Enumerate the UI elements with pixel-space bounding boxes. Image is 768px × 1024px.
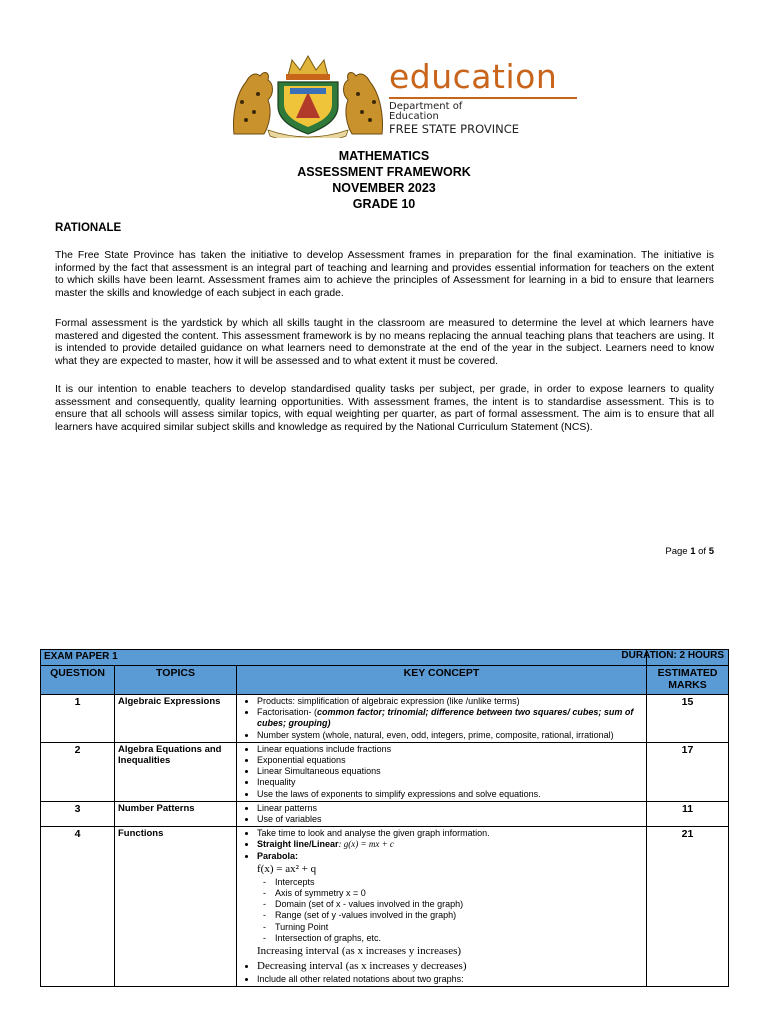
concept-subitem: - Range (set of y -values involved in the graph) — [267, 910, 643, 921]
rationale-paragraph-2: Formal assessment is the yardstick by which all skills taught in the classroom are measured to determine the level at which learners have mastered and digested the content. This assessment framework is by no means replacing the annual teaching plans that teachers are using. It is intended to provide detailed guidance on what learners need to demonstrate at the end of the year in the subject. Learners need to know what they are expected to master, how it will be assessed and to what extent it must be covered. — [55, 318, 714, 367]
rationale-heading: RATIONALE — [55, 222, 122, 234]
table-row — [41, 801, 729, 826]
concept-item: • Decreasing interval (as x increases y decreases) — [257, 959, 643, 974]
table-column-header — [41, 666, 729, 695]
concept-item: • Exponential equations — [257, 755, 643, 766]
grade-title: GRADE 10 — [352, 197, 416, 211]
concept-item: • Parabola: f(x) = ax² + q - Intercepts - Axis of symmetry x = 0 - Domain (set of x - values involved in the graph) - Range (set of y -values involved in the graph) - Turning Point - Intersection of graphs, etc. Increasing interval (as x increases y increases) — [257, 851, 643, 959]
date-title: NOVEMBER 2023 — [332, 181, 436, 195]
table-row — [41, 695, 729, 743]
topic-name: Algebraic Expressions — [115, 695, 237, 743]
col-estimated-marks: ESTIMATED MARKS — [647, 666, 729, 695]
subject-title: MATHEMATICS — [338, 149, 430, 163]
concept-subitem: - Domain (set of x - values involved in the graph) — [267, 899, 643, 910]
rationale-paragraph-1: The Free State Province has taken the initiative to develop Assessment frames in preparation for the final examination. The initiative is informed by the fact that assessment is an integral part of teaching and learning and provides essential information for teachers on the extent to which skills have been learnt. Assessment frames aim to achieve the principles of Assessment for learning in a bid to ensure that learners master the skills and knowledge of each subject in each grade. — [55, 250, 714, 299]
topic-name: Algebra Equations and Inequalities — [115, 742, 237, 801]
key-concepts — [237, 827, 647, 987]
key-concepts — [237, 695, 647, 743]
key-concepts — [237, 801, 647, 826]
document-title-block — [0, 148, 768, 212]
question-number: 3 — [41, 801, 115, 826]
province-name: FREE STATE PROVINCE — [389, 122, 520, 136]
rationale-paragraph-3: It is our intention to enable teachers to develop standardised quality tasks per subject, per grade, in order to expose learners to quality assessment and consequently, quality learning opportunities. With assessment frames, the intent is to standardise assessment. This is to ensure that all schools will assess similar topics, with equal weighting per quarter, as part of formal assessment. The aim is to ensure that all learners have acquired similar subject skills and knowledge as required by the National Curriculum Statement (NCS). — [55, 384, 714, 433]
estimated-marks: 21 — [647, 827, 729, 987]
col-topics: TOPICS — [115, 666, 237, 695]
estimated-marks: 15 — [647, 695, 729, 743]
question-number: 2 — [41, 742, 115, 801]
logo-rule — [389, 97, 577, 99]
framework-title: ASSESSMENT FRAMEWORK — [297, 165, 471, 179]
table-row — [41, 827, 729, 987]
concept-item: • Use the laws of exponents to simplify expressions and solve equations. — [257, 789, 643, 800]
duration-label: DURATION: 2 HOURS — [647, 650, 729, 666]
col-key-concept: KEY CONCEPT — [237, 666, 647, 695]
education-department-logo-text — [389, 58, 577, 136]
col-question: QUESTION — [41, 666, 115, 695]
free-state-coat-of-arms-logo — [228, 54, 388, 138]
concept-item: • Linear Simultaneous equations — [257, 766, 643, 777]
table-row — [41, 742, 729, 801]
concept-item: • Include all other related notations about two graphs: — [257, 974, 643, 985]
concept-item: • Products: simplification of algebraic expression (like /unlike terms) — [257, 696, 643, 707]
concept-item: • Number system (whole, natural, even, odd, integers, prime, composite, rational, irrational) — [257, 730, 643, 741]
department-line-1: Department of — [389, 101, 463, 112]
logo-word: education — [389, 57, 558, 96]
concept-item: • Linear patterns — [257, 803, 643, 814]
department-line-2: Education — [389, 111, 439, 122]
table-paper-header — [41, 650, 729, 666]
key-concepts — [237, 742, 647, 801]
concept-item: • Linear equations include fractions — [257, 744, 643, 755]
concept-subitem: - Intersection of graphs, etc. — [267, 933, 643, 944]
question-number: 1 — [41, 695, 115, 743]
exam-paper-label: EXAM PAPER 1 — [41, 650, 647, 666]
assessment-table — [40, 649, 729, 987]
parabola-formula: f(x) = ax² + q — [257, 862, 317, 875]
topic-name: Functions — [115, 827, 237, 987]
concept-item: • Use of variables — [257, 814, 643, 825]
page-number: Page 1 of 5 — [665, 546, 714, 557]
concept-item: • Take time to look and analyse the given graph information. — [257, 828, 643, 839]
concept-item: • Straight line/Linear: g(x) = mx + c — [257, 839, 643, 850]
concept-subitem: - Axis of symmetry x = 0 — [267, 888, 643, 899]
topic-name: Number Patterns — [115, 801, 237, 826]
question-number: 4 — [41, 827, 115, 987]
concept-item: • Factorisation- (common factor; trinomial; difference between two squares/ cubes; sum of cubes; grouping) — [257, 707, 643, 729]
increasing-interval: Increasing interval (as x increases y increases) — [257, 945, 462, 958]
concept-subitem: - Turning Point — [267, 922, 643, 933]
estimated-marks: 11 — [647, 801, 729, 826]
concept-item: • Inequality — [257, 777, 643, 788]
estimated-marks: 17 — [647, 742, 729, 801]
concept-subitem: - Intercepts — [267, 877, 643, 888]
